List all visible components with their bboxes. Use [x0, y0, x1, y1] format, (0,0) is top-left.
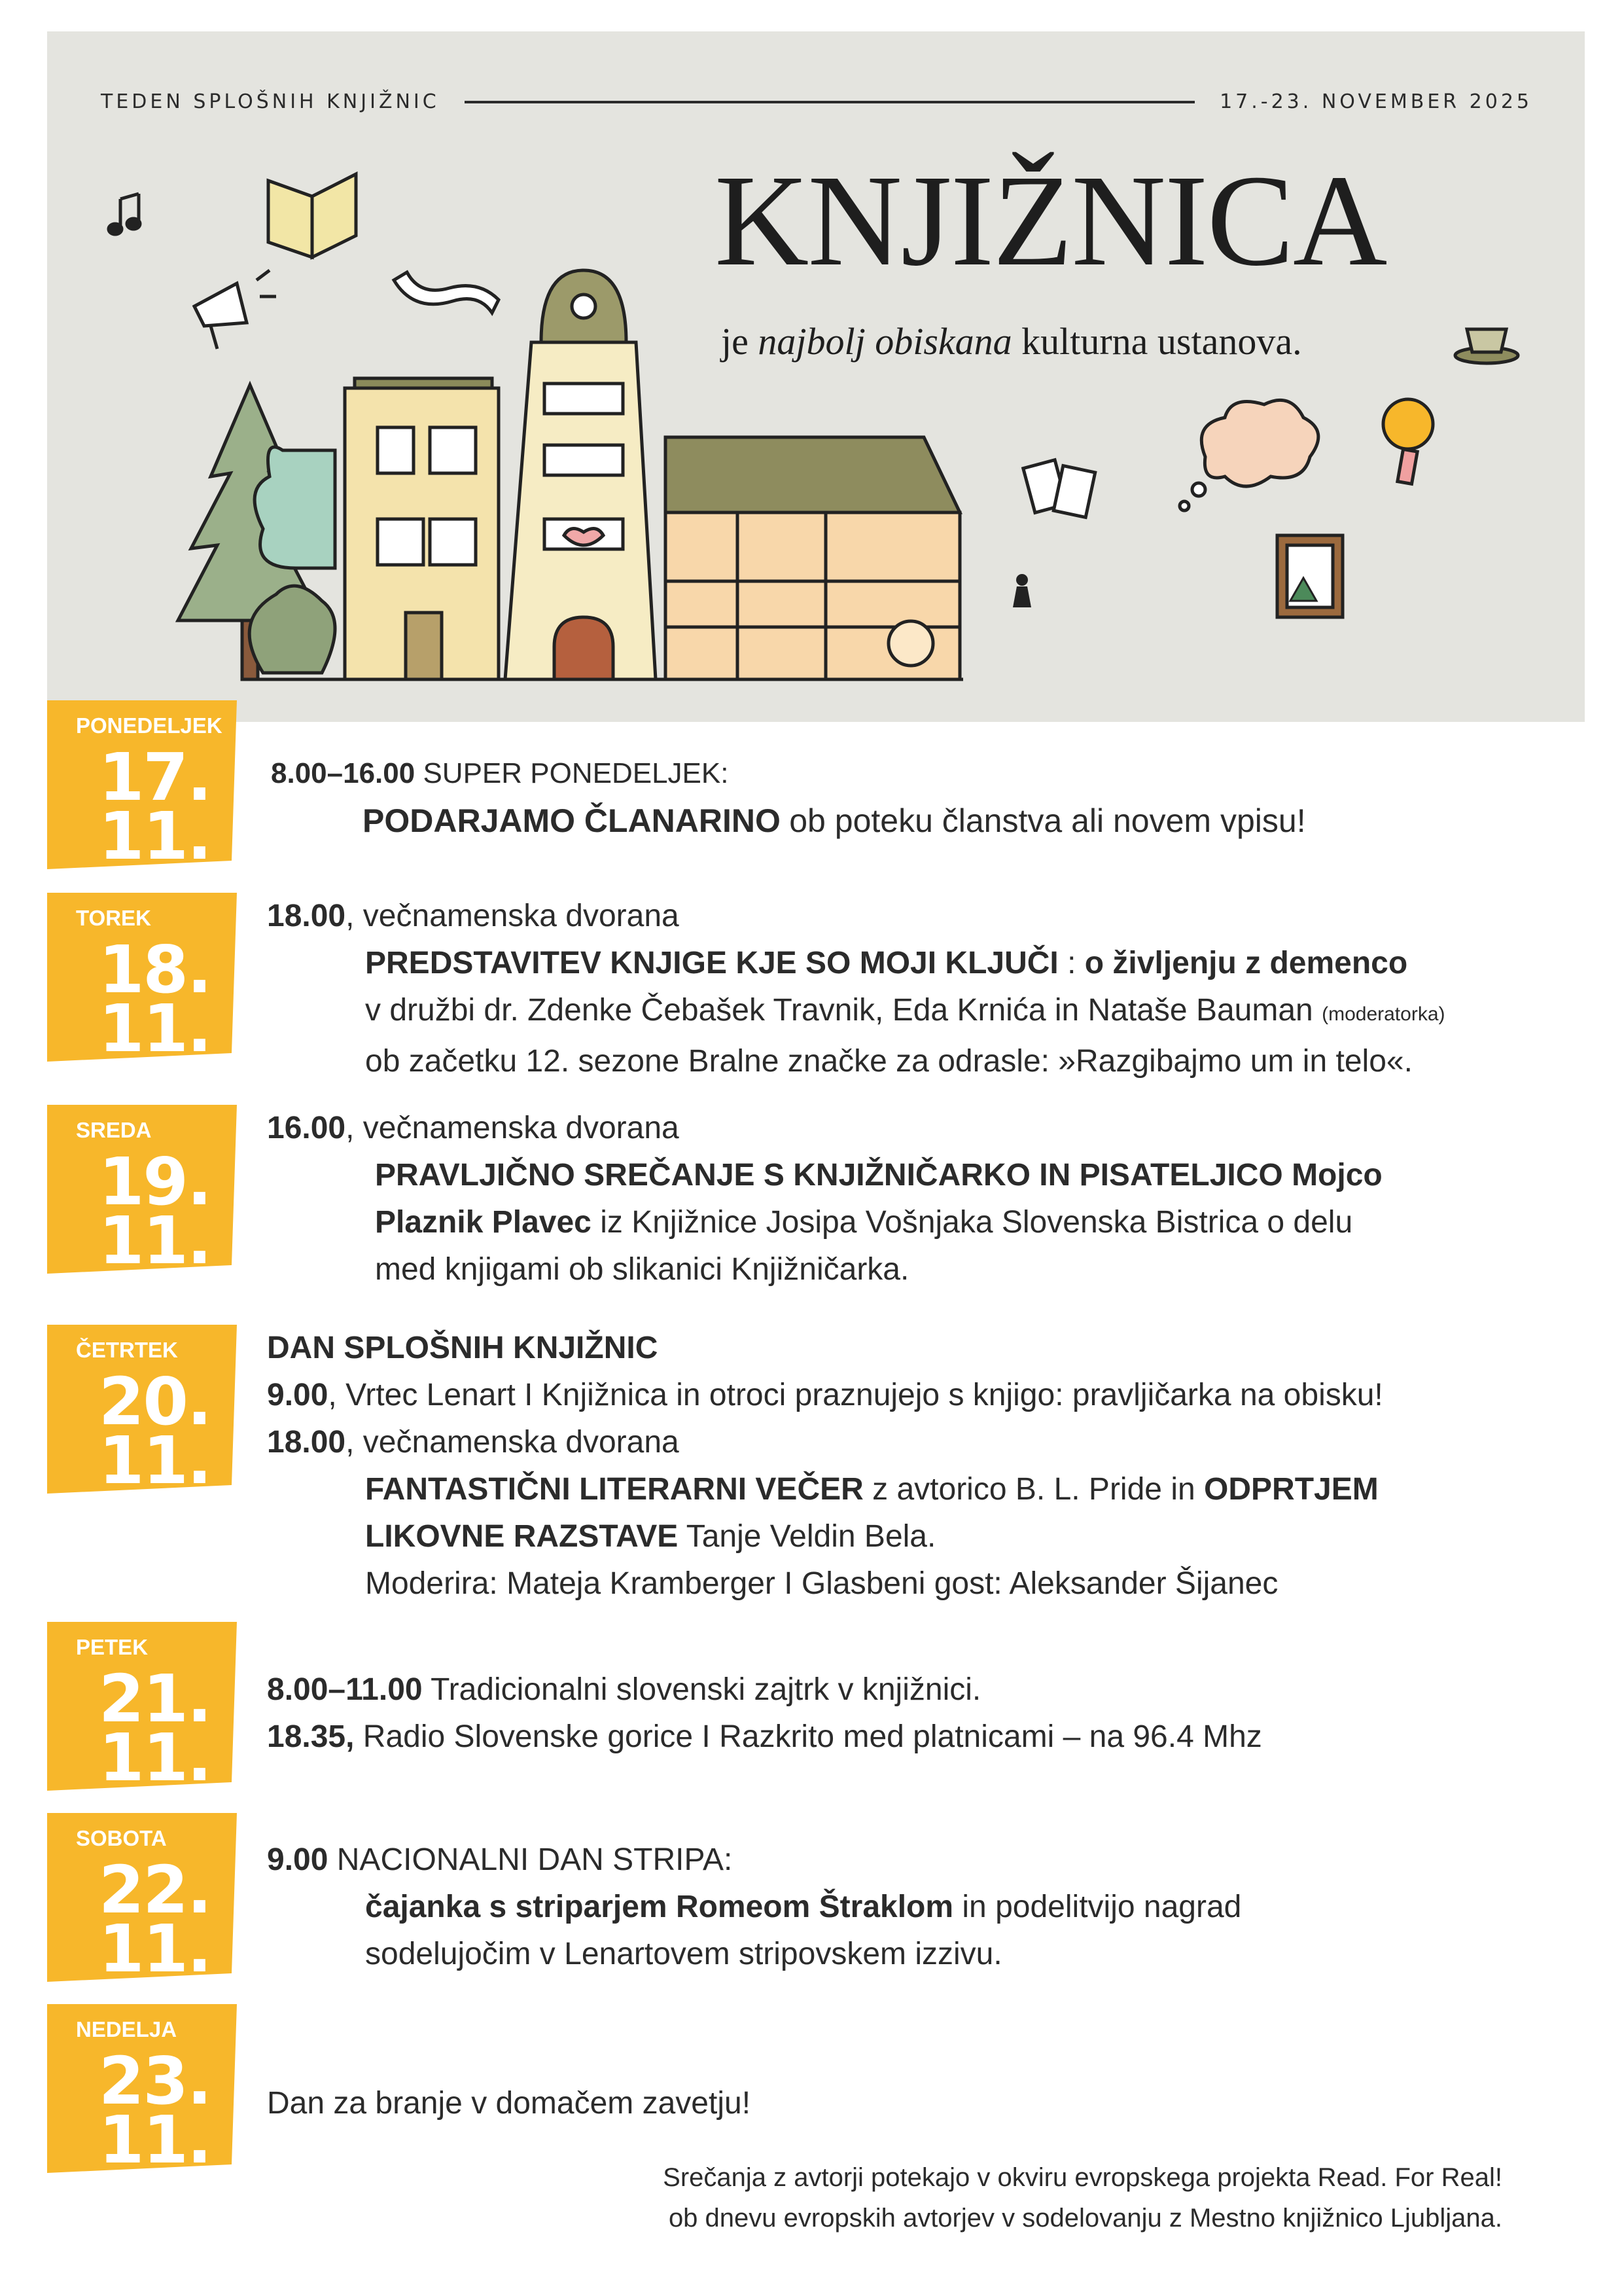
day-content	[267, 1105, 1510, 1293]
event-time: 8.00–11.00	[267, 1672, 423, 1707]
footer-line-1: Srečanja z avtorji potekajo v okviru evropskega projekta Read. For Real!	[663, 2163, 1502, 2192]
event-highlight-2: Plaznik Plavec	[375, 1205, 591, 1240]
playing-cards-icon	[1023, 460, 1095, 518]
subtitle-pre: je	[721, 320, 749, 363]
event-note: ob začetku 12. sezone Bralne značke za odrasle: »Razgibajmo um in telo«.	[365, 1044, 1413, 1079]
day-number: 20.	[98, 1363, 211, 1440]
day-name: PONEDELJEK	[76, 713, 222, 738]
event-note: sodelujočim v Lenartovem stripovskem izzivu.	[365, 1937, 1002, 1971]
event-place: , večnamenska dvorana	[345, 1111, 679, 1145]
megaphone-icon	[194, 270, 276, 349]
event-highlight: PRAVLJIČNO SREČANJE S KNJIŽNIČARKO IN PISATELJICO Mojco	[375, 1158, 1383, 1193]
event-guests: v družbi dr. Zdenke Čebašek Travnik, Eda Krnića in Nataše Bauman	[365, 993, 1313, 1028]
event-title: NACIONALNI DAN STRIPA:	[328, 1842, 733, 1877]
event-highlight: PREDSTAVITEV KNJIGE KJE SO MOJI KLJUČI	[365, 946, 1059, 980]
event-text: , Vrtec Lenart I Knjižnica in otroci praznujejo s knjigo: pravljičarka na obisku!	[328, 1378, 1383, 1412]
event-highlight: PODARJAMO ČLANARINO	[362, 802, 781, 839]
event-highlight: čajanka s striparjem Romeom Štraklom	[365, 1890, 954, 1924]
month-number: 11.	[98, 990, 211, 1067]
day-name: NEDELJA	[76, 2017, 177, 2041]
film-strip-icon	[394, 272, 499, 313]
event-text: ob poteku članstva ali novem vpisu!	[789, 802, 1306, 839]
event-time: 9.00	[267, 1842, 328, 1877]
event-highlight-2: o življenju z demenco	[1084, 946, 1408, 980]
month-number: 11.	[98, 1719, 211, 1796]
month-number: 11.	[98, 798, 211, 874]
day-number: 21.	[98, 1660, 211, 1737]
event-text: in podelitvijo nagrad	[953, 1890, 1242, 1924]
month-number: 11.	[98, 1910, 211, 1987]
event-title: SUPER PONEDELJEK:	[423, 757, 729, 789]
subtitle-post: kulturna ustanova.	[1021, 320, 1302, 363]
footer-note	[663, 2157, 1502, 2238]
event-name: TEDEN SPLOŠNIH KNJIŽNIC	[101, 90, 440, 113]
event-highlight: FANTASTIČNI LITERARNI VEČER	[365, 1472, 864, 1507]
picture-frame-icon	[1277, 535, 1343, 617]
event-text: Tradicionalni slovenski zajtrk v knjižnici.	[422, 1672, 981, 1707]
event-text: Dan za branje v domačem zavetju!	[267, 2086, 751, 2121]
event-time-2: 18.35,	[267, 1719, 355, 1754]
event-time: 9.00	[267, 1378, 328, 1412]
event-time: 16.00	[267, 1111, 346, 1145]
day-content	[267, 1666, 1510, 1761]
event-text-mid: z avtorico B. L. Pride in	[863, 1472, 1205, 1507]
event-guests-note: (moderatorka)	[1322, 1003, 1445, 1025]
event-highlight-2: ODPRTJEM	[1204, 1472, 1379, 1507]
event-dates: 17.-23. NOVEMBER 2025	[1220, 90, 1532, 113]
event-time: 8.00–16.00	[271, 757, 415, 789]
header-banner	[47, 31, 1585, 722]
event-heading: DAN SPLOŠNIH KNJIŽNIC	[267, 1331, 658, 1365]
day-content	[267, 1325, 1510, 1607]
header-rule	[465, 101, 1195, 103]
music-note-icon	[109, 194, 140, 234]
chess-pawn-icon	[1013, 574, 1031, 607]
day-content	[267, 893, 1510, 1085]
day-content	[267, 2080, 1510, 2127]
event-highlight-3: LIKOVNE RAZSTAVE	[365, 1519, 679, 1554]
day-content	[267, 1837, 1510, 1978]
event-place: , večnamenska dvorana	[345, 1425, 679, 1460]
day-name: PETEK	[76, 1635, 149, 1659]
event-separator: :	[1058, 946, 1085, 980]
page-subtitle	[721, 319, 1302, 363]
month-number: 11.	[98, 1202, 211, 1279]
light-bulb-icon	[1383, 399, 1433, 484]
event-place: , večnamenska dvorana	[345, 899, 679, 933]
page-title: KNJIŽNICA	[715, 149, 1386, 293]
thought-bubble-icon	[1180, 400, 1318, 511]
tree-illustration	[178, 385, 335, 679]
day-name: SREDA	[76, 1118, 152, 1142]
month-number: 11.	[98, 2102, 211, 2178]
day-name: TOREK	[76, 906, 151, 930]
day-content	[271, 750, 1514, 846]
day-number: 19.	[98, 1143, 211, 1220]
month-number: 11.	[98, 1422, 211, 1499]
day-number: 23.	[98, 2043, 211, 2119]
library-illustration	[47, 31, 1585, 722]
event-text-2: Radio Slovenske gorice I Razkrito med platnicami – na 96.4 Mhz	[354, 1719, 1262, 1754]
event-credits: Moderira: Mateja Kramberger I Glasbeni gost: Aleksander Šijanec	[365, 1566, 1279, 1601]
day-number: 22.	[98, 1852, 211, 1928]
day-number: 17.	[98, 739, 211, 816]
day-number: 18.	[98, 931, 211, 1008]
day-name: SOBOTA	[76, 1826, 167, 1850]
open-book-icon	[268, 174, 356, 257]
building-left	[345, 378, 499, 679]
event-time-2: 18.00	[267, 1425, 346, 1460]
event-text-end: Tanje Veldin Bela.	[678, 1519, 936, 1554]
event-note: med knjigami ob slikanici Knjižničarka.	[375, 1252, 909, 1287]
header-topline	[101, 90, 1532, 113]
subtitle-emphasis: najbolj obiskana	[758, 320, 1012, 363]
day-name: ČETRTEK	[76, 1338, 178, 1362]
building-right	[665, 437, 960, 679]
footer-line-2: ob dnevu evropskih avtorjev v sodelovanju z Mestno knjižnico Ljubljana.	[668, 2204, 1502, 2233]
event-time: 18.00	[267, 899, 346, 933]
building-tower	[505, 270, 656, 679]
event-text: iz Knjižnice Josipa Vošnjaka Slovenska Bistrica o delu	[591, 1205, 1353, 1240]
coffee-cup-icon	[1455, 329, 1518, 363]
